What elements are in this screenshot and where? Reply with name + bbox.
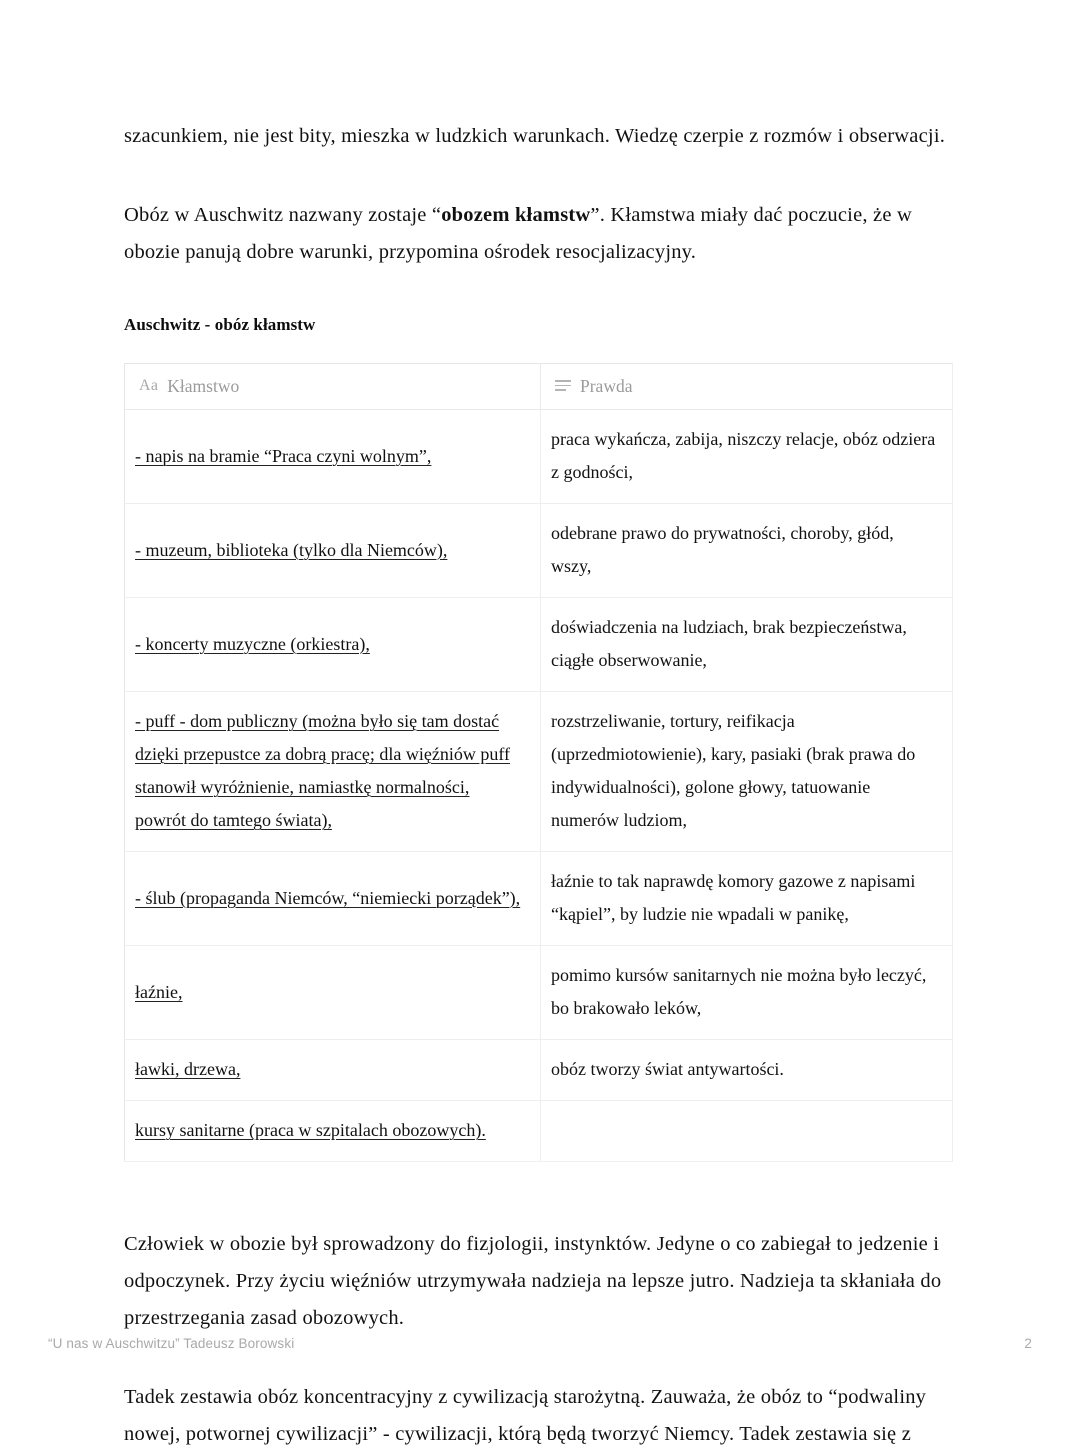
footer-source: “U nas w Auschwitzu” Tadeusz Borowski [48,1335,295,1351]
cell-truth[interactable]: obóz tworzy świat antywartości. [541,1040,953,1101]
cell-lie-text: - ślub (propaganda Niemców, “niemiecki porządek”), [135,887,521,908]
table-title: Auschwitz - obóz kłamstw [124,315,316,334]
paragraph-4: Tadek zestawia obóz koncentracyjny z cywilizacją starożytną. Zauważa, że obóz to “podwaliny nowej, potwornej cywilizacji” - cywilizacji, którą będą tworzyć Niemcy. Tadek zestawia się z [124,1386,927,1445]
cell-truth[interactable]: odebrane prawo do prywatności, choroby, głód, wszy, [541,504,953,598]
cell-truth[interactable] [541,1101,953,1162]
cell-truth[interactable]: łaźnie to tak naprawdę komory gazowe z napisami “kąpiel”, by ludzie nie wpadali w panikę, [541,852,953,946]
cell-lie-text: kursy sanitarne (praca w szpitalach obozowych). [135,1120,486,1140]
document-content [124,118,954,1453]
table-row [125,504,953,598]
column-header-prawda[interactable] [541,364,953,410]
column-header-klamstwo[interactable] [125,364,541,410]
table-header-row [125,364,953,410]
column-header-label-prawda: Prawda [580,376,633,396]
table-row [125,598,953,692]
table-row [125,1101,953,1162]
table-body [125,410,953,1162]
cell-truth[interactable]: rozstrzeliwanie, tortury, reifikacja (uprzedmiotowienie), kary, pasiaki (brak prawa do indywidualności), golone głowy, tatuowanie numerów ludziom, [541,692,953,852]
footer-page-number: 2 [1024,1335,1032,1351]
table-row [125,692,953,852]
table-row [125,852,953,946]
paragraph-2-pre: Obóz w Auschwitz nazwany zostaje “ [124,204,442,226]
table-row [125,410,953,504]
cell-lie[interactable] [125,410,541,504]
paragraph-2-post: ”. Kłamstwa miały dać poczucie, że w obozie panują dobre warunki, przypomina ośrodek resocjalizacyjny. [124,204,912,263]
text-aa-icon: Aa [139,377,159,394]
cell-lie[interactable] [125,504,541,598]
cell-lie[interactable] [125,692,541,852]
paragraph-1: szacunkiem, nie jest bity, mieszka w ludzkich warunkach. Wiedzę czerpie z rozmów i obserwacji. [124,125,946,147]
cell-lie-text: - napis na bramie “Praca czyni wolnym”, [135,445,432,466]
cell-truth[interactable]: doświadczenia na ludziach, brak bezpieczeństwa, ciągłe obserwowanie, [541,598,953,692]
cell-lie-text: - puff - dom publiczny (można było się tam dostać dzięki przepustce za dobrą pracę; dla więźniów puff stanowił wyróżnienie, namiastkę normalności, powrót do tamtego świata), [135,711,510,830]
cell-lie[interactable] [125,946,541,1040]
paragraph-2-emphasis: obozem kłamstw [441,204,591,226]
page-footer [48,1332,1032,1354]
cell-truth[interactable]: pomimo kursów sanitarnych nie można było leczyć, bo brakowało leków, [541,946,953,1040]
cell-lie[interactable] [125,1101,541,1162]
column-header-label-klamstwo: Kłamstwo [167,376,240,396]
cell-truth[interactable]: praca wykańcza, zabija, niszczy relacje, obóz odziera z godności, [541,410,953,504]
cell-lie-text: - koncerty muzyczne (orkiestra), [135,633,370,654]
cell-lie[interactable] [125,598,541,692]
cell-lie[interactable] [125,852,541,946]
cell-lie-text: - muzeum, biblioteka (tylko dla Niemców), [135,539,448,560]
cell-lie[interactable] [125,1040,541,1101]
lies-vs-truth-table [124,363,953,1162]
paragraph-2 [124,197,954,271]
text-lines-icon [555,380,571,392]
table-row [125,1040,953,1101]
cell-lie-text: ławki, drzewa, [135,1059,241,1079]
table-row [125,946,953,1040]
paragraph-3: Człowiek w obozie był sprowadzony do fizjologii, instynktów. Jedyne o co zabiegał to jedzenie i odpoczynek. Przy życiu więźniów utrzymywała nadzieja na lepsze jutro. Nadzieja ta skłaniała do przestrzegania zasad obozowych. [124,1233,942,1329]
cell-lie-text: łaźnie, [135,981,183,1002]
